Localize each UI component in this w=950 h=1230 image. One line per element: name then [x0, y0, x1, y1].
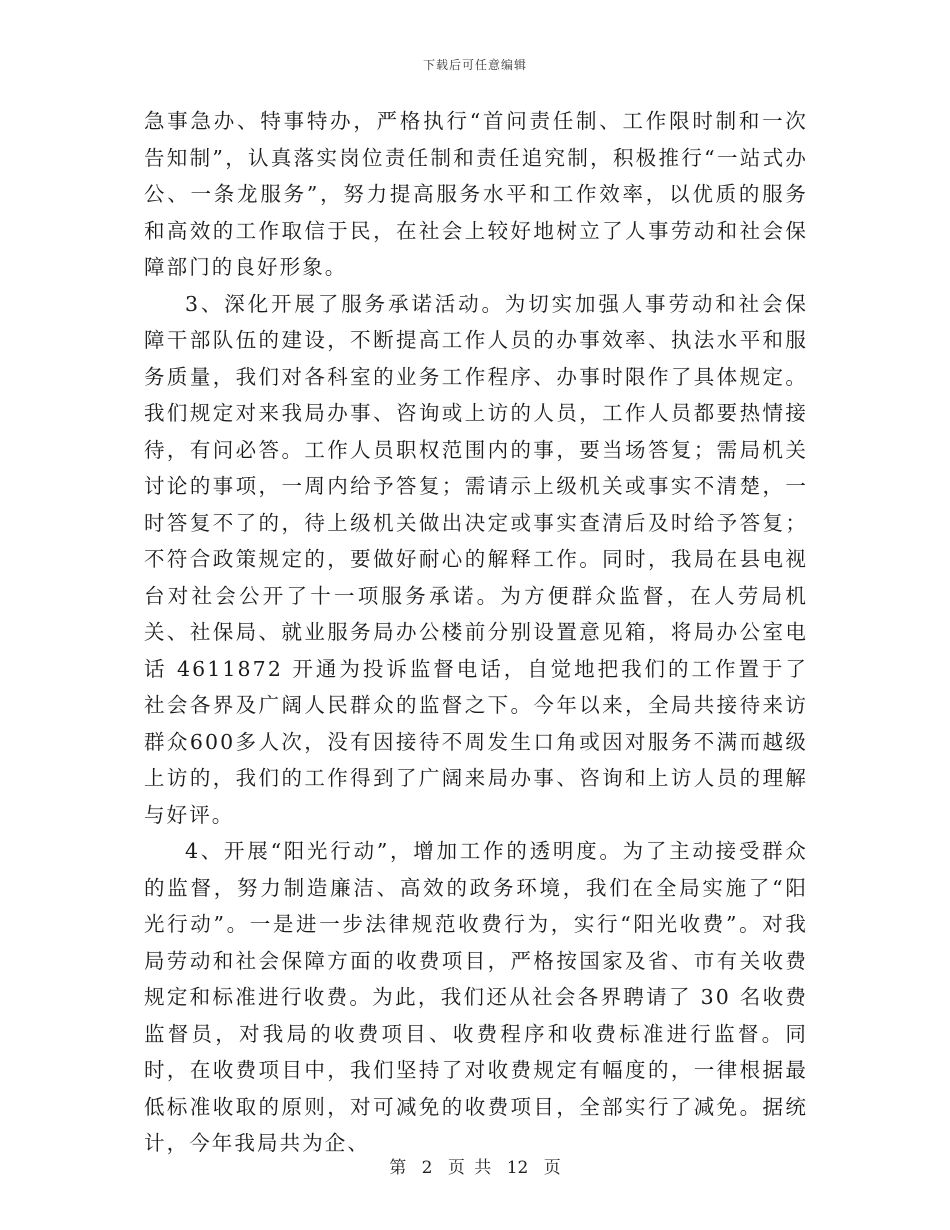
footer-suffix: 页 [543, 1158, 561, 1178]
footer-page-number: 2 [421, 1158, 433, 1178]
paragraph-sunshine-action: 4、开展“阳光行动”，增加工作的透明度。为了主动接受群众的监督，努力制造廉洁、高效的政务环境，我们在全局实施了“阳光行动”。一是进一步法律规范收费行为，实行“阳光收费”。对我局劳动和社会保障方面的收费项目，严格按国家及省、市有关收费规定和标准进行收费。为此，我们还从社会各界聘请了 30 名收费监督员，对我局的收费项目、收费程序和收费标准进行监督。同时，在收费项目中，我们坚持了对收费规定有幅度的，一律根据最低标准收取的原则，对可减免的收费项目，全部实行了减免。据统计，今年我局共为企、 [144, 839, 808, 1155]
header-note: 下载后可任意编辑 [422, 58, 527, 72]
paragraph-continuation: 急事急办、特事特办，严格执行“首问责任制、工作限时制和一次告知制”，认真落实岗位责任制和责任追究制，积极推行“一站式办公、一条龙服务”，努力提高服务水平和工作效率，以优质的服务和高效的工作取信于民，在社会上较好地树立了人事劳动和社会保障部门的良好形象。 [144, 109, 808, 279]
page-footer [0, 1153, 950, 1178]
footer-middle: 页 共 [447, 1158, 492, 1178]
paragraph-service-commitment: 3、深化开展了服务承诺活动。为切实加强人事劳动和社会保障干部队伍的建设，不断提高工作人员的办事效率、执法水平和服务质量，我们对各科室的业务工作程序、办事时限作了具体规定。我们规定对来我局办事、咨询或上访的人员，工作人员都要热情接待，有问必答。工作人员职权范围内的事，要当场答复；需局机关讨论的事项，一周内给予答复；需请示上级机关或事实不清楚，一时答复不了的，待上级机关做出决定或事实查清后及时给予答复；不符合政策规定的，要做好耐心的解释工作。同时，我局在县电视台对社会公开了十一项服务承诺。为方便群众监督，在人劳局机关、社保局、就业服务局办公楼前分别设置意见箱，将局办公室电话 4611872 开通为投诉监督电话，自觉地把我们的工作置于了社会各界及广阔人民群众的监督之下。今年以来，全局共接待来访群众600多人次，没有因接待不周发生口角或因对服务不满而越级上访的，我们的工作得到了广阔来局办事、咨询和上访人员的理解与好评。 [144, 291, 808, 827]
footer-total-pages: 12 [506, 1158, 529, 1178]
body-text [144, 103, 808, 1162]
footer-prefix: 第 [389, 1158, 407, 1178]
